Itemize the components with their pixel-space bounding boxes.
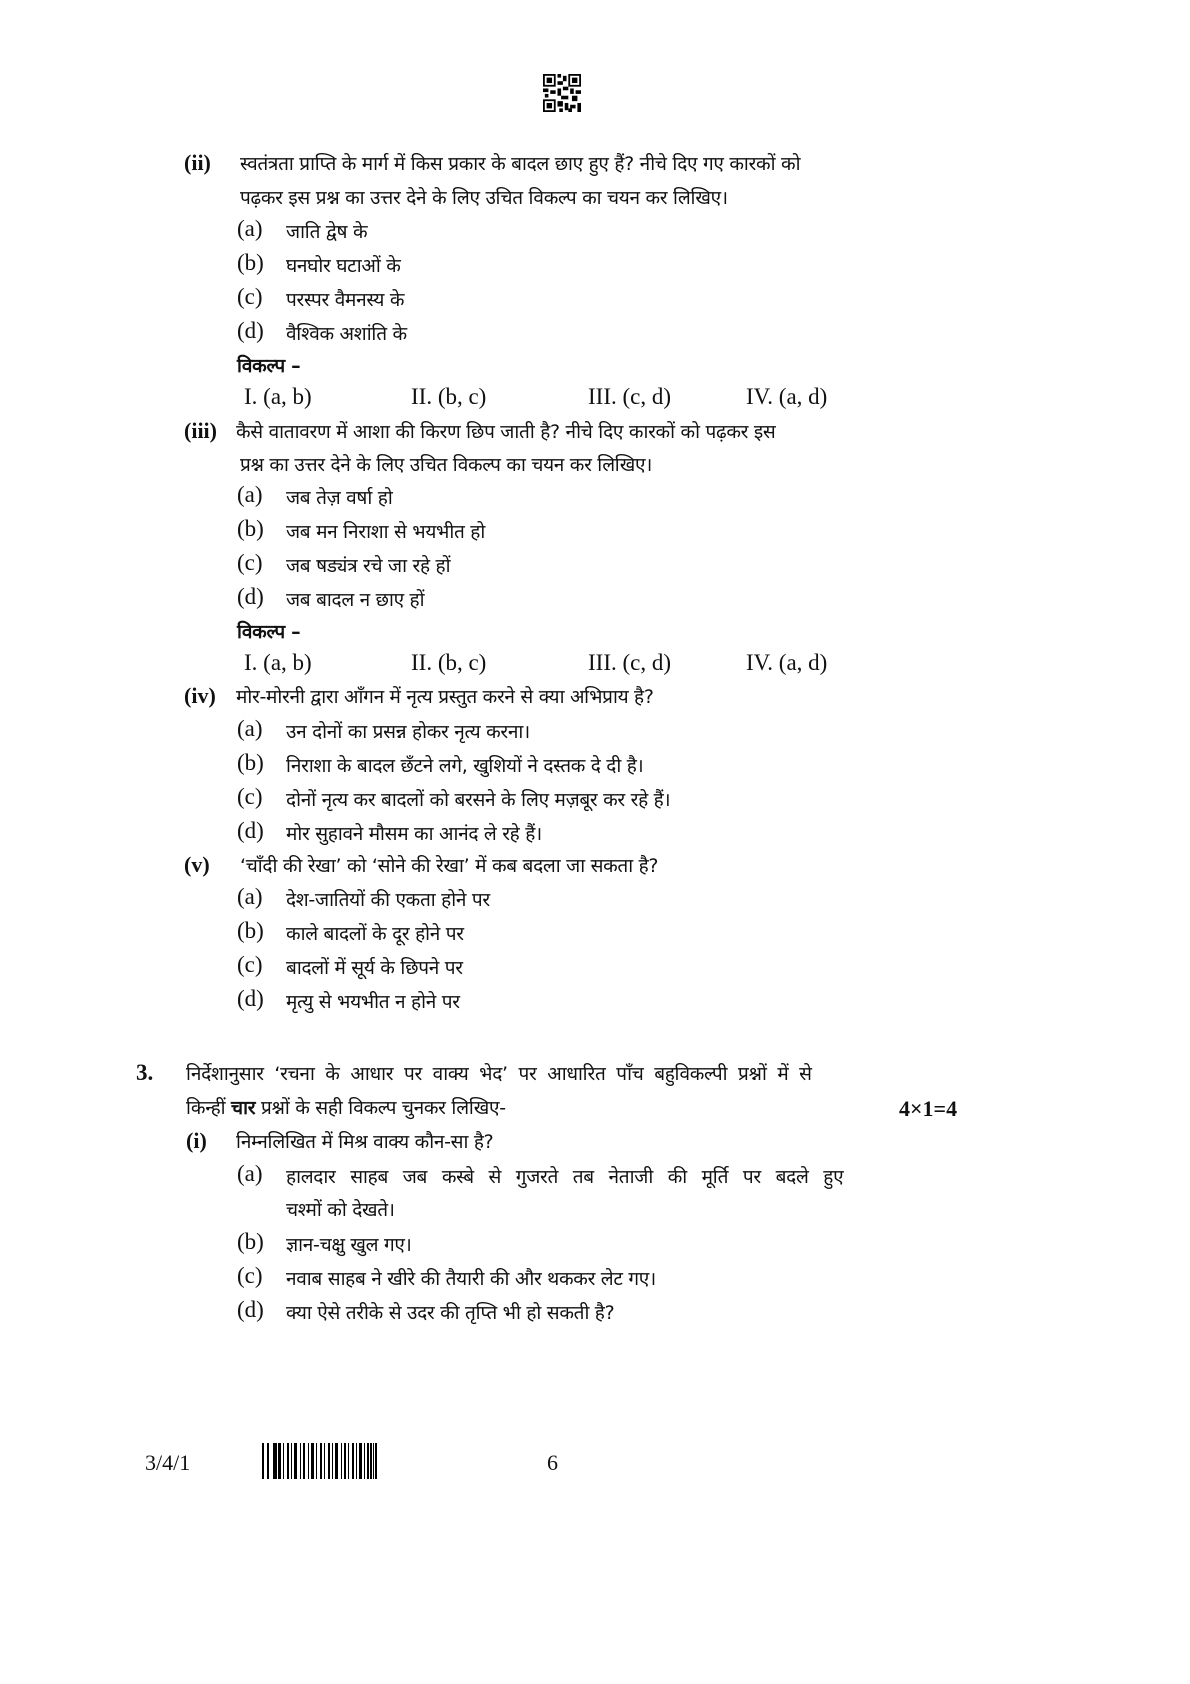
option-text: दोनों नृत्य कर बादलों को बरसने के लिए मज़बूर कर रहे हैं। bbox=[286, 789, 671, 811]
option-text: नवाब साहब ने खीरे की तैयारी की और थककर लेट गए। bbox=[286, 1268, 656, 1290]
option-text: देश-जातियों की एकता होने पर bbox=[286, 889, 490, 911]
question-text: ‘चाँदी की रेखा’ को ‘सोने की रेखा’ में कब बदला जा सकता है? bbox=[240, 855, 659, 877]
question-number: (ii) bbox=[184, 150, 211, 175]
option-label: (d) bbox=[237, 1297, 264, 1322]
choice: III. (c, d) bbox=[588, 650, 672, 675]
barcode-icon bbox=[262, 1443, 377, 1479]
choice: III. (c, d) bbox=[588, 384, 672, 409]
option-text: वैश्विक अशांति के bbox=[286, 323, 407, 345]
option-text: ज्ञान-चक्षु खुल गए। bbox=[286, 1234, 412, 1256]
vikalp-label: विकल्प – bbox=[237, 621, 301, 643]
option-text: जब तेज़ वर्षा हो bbox=[286, 487, 393, 509]
option-label: (d) bbox=[237, 584, 264, 609]
option-text: बादलों में सूर्य के छिपने पर bbox=[286, 957, 463, 979]
option-text: मोर सुहावने मौसम का आनंद ले रहे हैं। bbox=[286, 823, 542, 845]
marks: 4×1=4 bbox=[899, 1096, 958, 1121]
option-label: (c) bbox=[237, 550, 263, 575]
question-number: (i) bbox=[186, 1128, 207, 1153]
question-number: (iii) bbox=[184, 418, 217, 443]
option-label: (c) bbox=[237, 284, 263, 309]
option-text: परस्पर वैमनस्य के bbox=[286, 289, 405, 311]
option-label: (c) bbox=[237, 784, 263, 809]
option-label: (b) bbox=[237, 1229, 264, 1254]
option-text: घनघोर घटाओं के bbox=[286, 255, 401, 277]
choice: II. (b, c) bbox=[411, 650, 487, 675]
option-text: जब बादल न छाए हों bbox=[286, 589, 425, 611]
option-label: (b) bbox=[237, 918, 264, 943]
question-text: मोर-मोरनी द्वारा आँगन में नृत्य प्रस्तुत करने से क्या अभिप्राय है? bbox=[236, 686, 654, 708]
paper-code: 3/4/1 bbox=[145, 1450, 191, 1475]
option-label: (b) bbox=[237, 750, 264, 775]
question-number: 3. bbox=[136, 1060, 154, 1085]
option-label: (a) bbox=[237, 716, 263, 741]
question-text: कैसे वातावरण में आशा की किरण छिप जाती है? नीचे दिए कारकों को पढ़कर इस bbox=[236, 421, 776, 443]
choice: I. (a, b) bbox=[244, 384, 312, 409]
option-label: (d) bbox=[237, 986, 264, 1011]
option-text: क्या ऐसे तरीके से उदर की तृप्ति भी हो सकती है? bbox=[286, 1302, 615, 1324]
option-label: (d) bbox=[237, 818, 264, 843]
option-label: (b) bbox=[237, 516, 264, 541]
question-text: पढ़कर इस प्रश्न का उत्तर देने के लिए उचित विकल्प का चयन कर लिखिए। bbox=[240, 187, 728, 209]
question-text: प्रश्न का उत्तर देने के लिए उचित विकल्प का चयन कर लिखिए। bbox=[240, 454, 653, 476]
question-text: निम्नलिखित में मिश्र वाक्य कौन-सा है? bbox=[236, 1131, 494, 1153]
option-label: (a) bbox=[237, 1161, 263, 1186]
question-text bbox=[186, 1094, 506, 1120]
option-text: जब मन निराशा से भयभीत हो bbox=[286, 521, 485, 543]
option-label: (a) bbox=[237, 482, 263, 507]
page-number: 6 bbox=[547, 1450, 558, 1475]
option-label: (a) bbox=[237, 884, 263, 909]
text-post: प्रश्नों के सही विकल्प चुनकर लिखिए- bbox=[255, 1097, 506, 1119]
option-text: मृत्यु से भयभीत न होने पर bbox=[286, 991, 460, 1013]
option-text: जब षड्यंत्र रचे जा रहे हों bbox=[286, 555, 451, 577]
option-label: (c) bbox=[237, 1263, 263, 1288]
option-label: (d) bbox=[237, 318, 264, 343]
option-text: काले बादलों के दूर होने पर bbox=[286, 923, 464, 945]
option-label: (a) bbox=[237, 216, 263, 241]
option-text: चश्मों को देखते। bbox=[286, 1199, 395, 1221]
option-label: (b) bbox=[237, 250, 264, 275]
option-text: निराशा के बादल छँटने लगे, खुशियों ने दस्तक दे दी है। bbox=[286, 755, 644, 777]
qr-code-icon bbox=[543, 74, 581, 112]
choice: IV. (a, d) bbox=[746, 650, 828, 675]
question-number: (iv) bbox=[184, 683, 216, 708]
option-text: जाति द्वेष के bbox=[286, 221, 368, 243]
option-text: हालदार साहब जब कस्बे से गुजरते तब नेताजी की मूर्ति पर बदले हुए bbox=[286, 1166, 844, 1188]
vikalp-label: विकल्प – bbox=[237, 355, 301, 377]
choice: IV. (a, d) bbox=[746, 384, 828, 409]
emphasis-text: चार bbox=[231, 1097, 256, 1119]
option-label: (c) bbox=[237, 952, 263, 977]
question-text: निर्देशानुसार ‘रचना के आधार पर वाक्य भेद’ पर आधारित पाँच बहुविकल्पी प्रश्नों में से bbox=[186, 1063, 812, 1085]
option-text: उन दोनों का प्रसन्न होकर नृत्य करना। bbox=[286, 721, 530, 743]
choice: II. (b, c) bbox=[411, 384, 487, 409]
question-number: (v) bbox=[184, 852, 210, 877]
text-pre: किन्हीं bbox=[186, 1097, 232, 1119]
question-text: स्वतंत्रता प्राप्ति के मार्ग में किस प्रकार के बादल छाए हुए हैं? नीचे दिए गए कारकों को bbox=[240, 153, 801, 175]
choice: I. (a, b) bbox=[244, 650, 312, 675]
